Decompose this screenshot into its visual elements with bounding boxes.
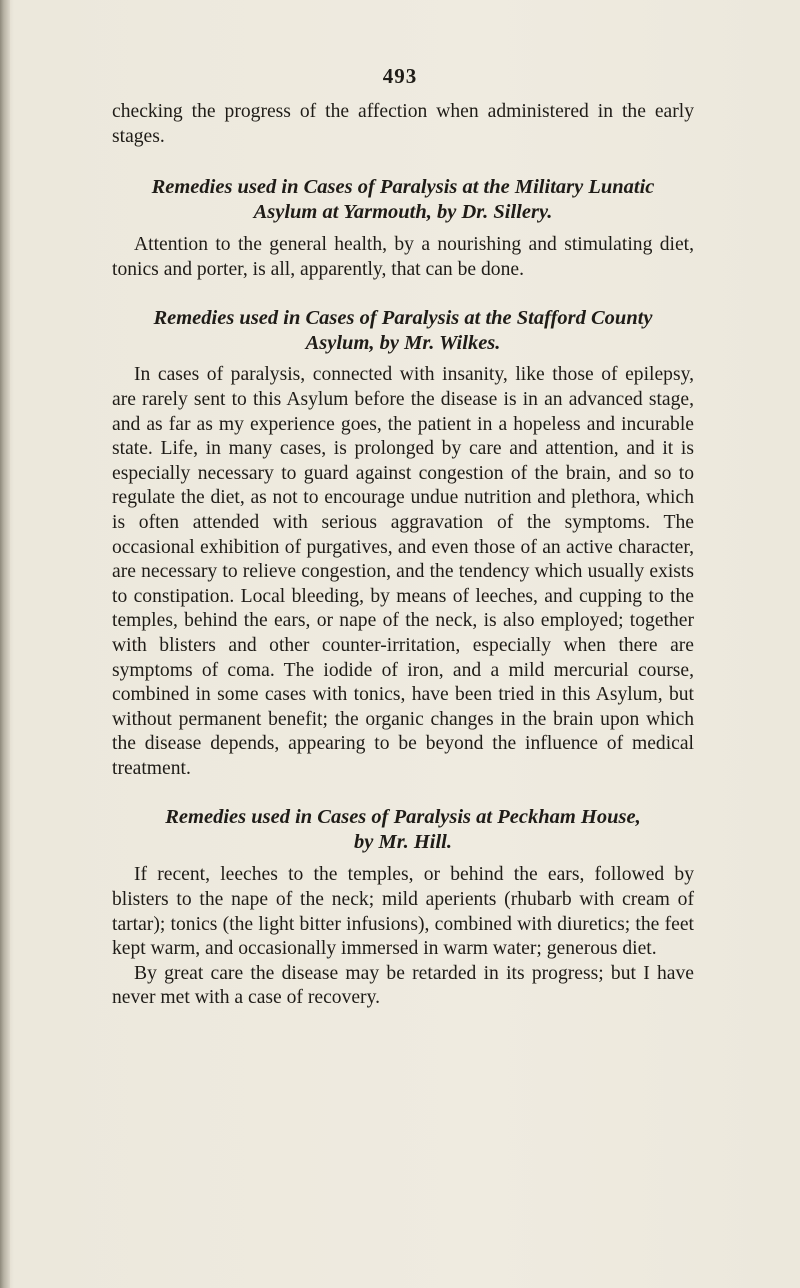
page-binding-edge [0, 0, 10, 1288]
section-heading-peckham [112, 805, 694, 855]
page-number: 493 [382, 64, 418, 88]
heading-line: Asylum at Yarmouth, by Dr. Sillery. [253, 201, 553, 224]
heading-line: Remedies used in Cases of Paralysis at Peckham House, [165, 806, 641, 829]
intro-paragraph: checking the progress of the affection when administered in the early stages. [112, 101, 694, 147]
section-heading-yarmouth [112, 175, 694, 225]
section-paragraph: Attention to the general health, by a nourishing and stimulating diet, tonics and porter, is all, apparently, that can be done. [112, 234, 694, 280]
heading-line: Remedies used in Cases of Paralysis at the Stafford County [153, 307, 653, 330]
heading-line: Asylum, by Mr. Wilkes. [305, 332, 501, 355]
section-paragraph: By great care the disease may be retarded in its progress; but I have never met with a case of recovery. [112, 962, 694, 1009]
section-paragraph: In cases of paralysis, connected with insanity, like those of epilepsy, are rarely sent to this Asylum before the disease is in an advanced stage, and as far as my experience goes, the patient in a hopeless and incurable state. Life, in many cases, is prolonged by care and attention, and it is especially necessary to guard against congestion of the brain, and so to regulate the diet, as not to encourage undue nutrition and plethora, which is often attended with serious aggravation of the symptoms. The occasional exhibition of purgatives, and even those of an active character, are necessary to relieve congestion, and the tendency which usually exists to constipation. Local bleeding, by means of leeches, and cupping to the temples, behind the ears, or nape of the neck, is also employed; together with blisters and other counter-irritation, especially when there are symptoms of coma. The iodide of iron, and a mild mercurial course, combined in some cases with tonics, have been tried in this Asylum, but without permanent benefit; the organic changes in the brain upon which the disease depends, appearing to be beyond the influence of medical treatment. [112, 364, 694, 779]
section-heading-stafford [112, 306, 694, 356]
heading-line: by Mr. Hill. [354, 831, 452, 854]
section-paragraph: If recent, leeches to the temples, or behind the ears, followed by blisters to the nape of the neck; mild aperients (rhubarb with cream of tartar); tonics (the light bitter infusions), combined with diuretics; the feet kept warm, and occasionally immersed in warm water; generous diet. [112, 864, 694, 960]
page-content [112, 100, 694, 1011]
heading-line: Remedies used in Cases of Paralysis at the Military Lunatic [151, 176, 655, 199]
